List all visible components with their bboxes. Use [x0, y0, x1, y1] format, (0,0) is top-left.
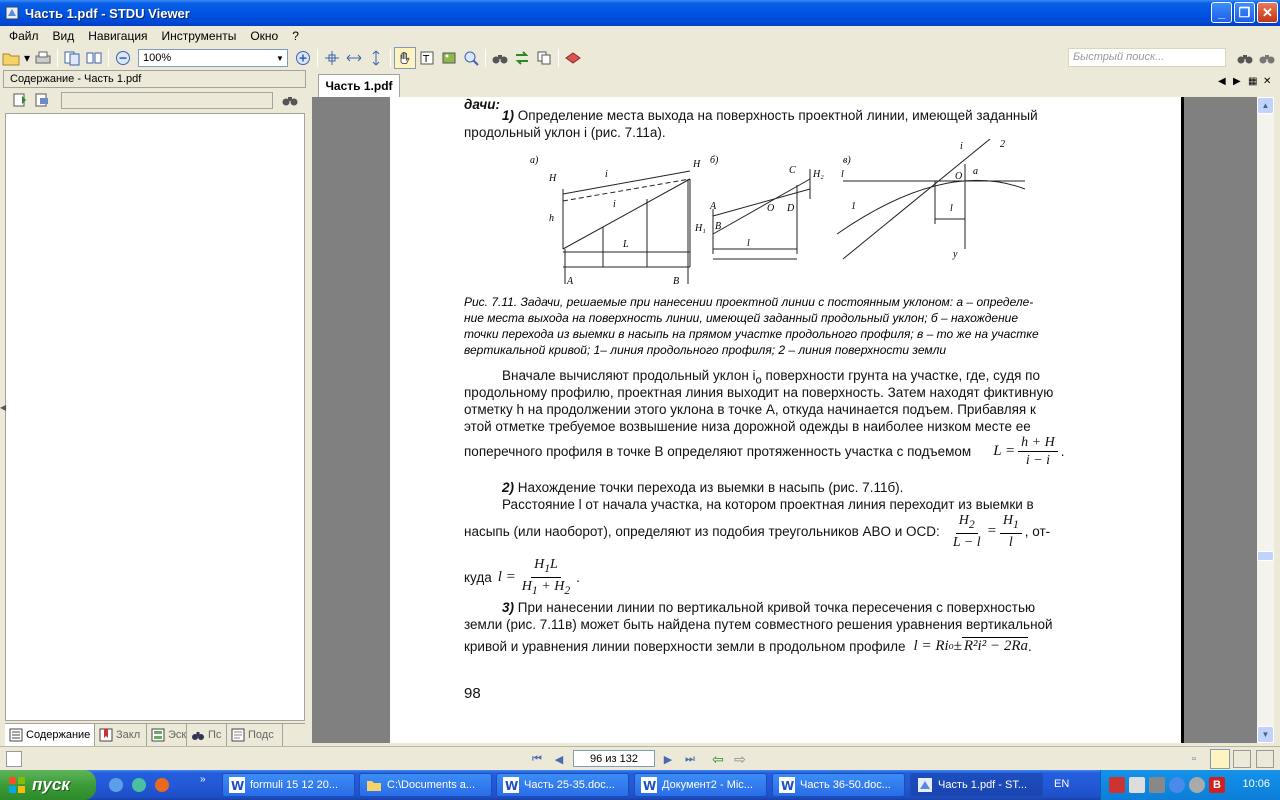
menu-tools[interactable]: Инструменты — [161, 29, 237, 43]
label-L: L — [623, 239, 629, 250]
page-layout-icon[interactable] — [83, 47, 105, 69]
contents-panel — [3, 70, 306, 746]
contents-toolbar — [3, 88, 306, 112]
caption-line: вертикальной кривой; 1– линия продольного профиля; 2 – линия поверхности земли — [464, 343, 947, 357]
label-b: б) — [710, 155, 719, 166]
text-line: продольному профилю, проектная линия выходит на поверхность. Затем находят фиктивную — [464, 385, 1054, 400]
folder-icon — [366, 777, 382, 793]
thumbnails-icon — [151, 728, 165, 742]
caption-line: ние места выхода на поверхность линии, имеющей заданный продольный уклон; б – нахождение — [464, 311, 1019, 325]
stdu-app-icon — [917, 777, 933, 793]
open-folder-icon[interactable] — [0, 47, 22, 69]
label-a-small: a — [973, 166, 978, 177]
tab-bookmarks[interactable] — [95, 724, 147, 746]
tab-next-icon[interactable]: ▶ — [1233, 76, 1241, 87]
label-D: D — [787, 203, 795, 214]
text-line: кривой и уравнения линии поверхности земли в продольном профиле l = Ri o ± R²i² − 2Ra . — [464, 637, 1032, 654]
label-H2: H₂ — [813, 169, 824, 180]
title-bar — [0, 0, 1280, 26]
text-line: отметку h на продолжении этого уклона в точке A, откуда начинается подъем. Прибавляя к — [464, 402, 1036, 417]
single-page-view-icon[interactable] — [1210, 749, 1230, 769]
svg-text:T: T — [423, 54, 430, 65]
bookmark-icon — [99, 728, 113, 742]
text-line: 3) При нанесении линии по вертикальной кривой точка пересечения с поверхностью — [502, 600, 1036, 615]
copy-pages-icon[interactable] — [61, 47, 83, 69]
label-A-b: A — [710, 201, 717, 212]
menu-file[interactable]: Файл — [9, 29, 39, 43]
document-view[interactable] — [312, 97, 1257, 743]
text-line: этой отметке требуемое возвышение низа дорожной одежды в наиболее низком месте ее — [464, 419, 1031, 434]
taskbar-item[interactable]: W Часть 36-50.doc... — [772, 773, 905, 797]
document-tab[interactable]: Часть 1.pdf — [318, 74, 400, 97]
tray-icon[interactable] — [1189, 777, 1205, 793]
contents-panel-title: Содержание - Часть 1.pdf — [3, 70, 306, 88]
fit-page-icon[interactable] — [321, 47, 343, 69]
contents-tree[interactable] — [5, 113, 305, 721]
tab-thumbnails-label: Эск — [168, 729, 187, 741]
tab-prev-icon[interactable]: ◀ — [1218, 76, 1226, 87]
label-H: H — [549, 173, 557, 184]
quick-search-input[interactable]: Быстрый поиск... — [1068, 48, 1226, 67]
document-tabs — [312, 72, 1274, 97]
tray-icon[interactable] — [1129, 777, 1145, 793]
zoom-value: 100% — [143, 52, 172, 64]
tray-network-icon[interactable] — [1109, 777, 1125, 793]
quicklaunch-icon[interactable] — [131, 777, 147, 793]
panel-splitter-arrow-icon[interactable]: ◀ — [0, 403, 7, 412]
first-page-icon[interactable]: ⏮ — [532, 752, 542, 765]
tray-volume-icon[interactable] — [1149, 777, 1165, 793]
page-number: 98 — [464, 685, 481, 702]
label-l-v2: l — [950, 203, 953, 214]
text-line: Расстояние l от начала участка, на котором проектная линия переходит из выемки в — [502, 497, 1034, 512]
open-dropdown-icon[interactable]: ▾ — [23, 51, 31, 65]
taskbar-item[interactable]: C:\Documents a... — [359, 773, 492, 797]
maximize-button[interactable]: ❐ — [1234, 2, 1255, 23]
label-H-right: H — [693, 159, 701, 170]
text-line: дачи: — [464, 97, 500, 112]
taskbar-item[interactable]: W Часть 25-35.doc... — [496, 773, 629, 797]
contents-search-input[interactable] — [61, 92, 273, 109]
collapse-all-icon[interactable] — [31, 89, 53, 111]
text-line: Вначале вычисляют продольный уклон $i_o$ поверхности грунта на участке, где, судя по — [502, 368, 1040, 387]
status-bar — [0, 746, 1280, 770]
minimize-button[interactable]: _ — [1211, 2, 1232, 23]
text-line: 2) Нахождение точки перехода из выемки в насыпь (рис. 7.11б). — [502, 480, 904, 495]
firefox-icon[interactable] — [154, 777, 170, 793]
text-line: 1) Определение места выхода на поверхность проектной линии, имеющей заданный — [502, 108, 1038, 123]
chevron-down-icon[interactable]: ▼ — [276, 53, 284, 63]
quicklaunch-expand-icon[interactable]: » — [200, 774, 206, 785]
close-button[interactable]: ✕ — [1257, 2, 1278, 23]
text-line: поперечного профиля в точке B определяют протяженность участка с подъемом L = $\frac{h + H}{i - i}$ . — [464, 435, 1065, 468]
contents-icon — [9, 728, 23, 742]
copy-icon[interactable] — [533, 47, 555, 69]
taskbar-item[interactable]: W Документ2 - Mic... — [634, 773, 767, 797]
menu-navigation[interactable]: Навигация — [88, 29, 148, 43]
quicklaunch-icon[interactable] — [108, 777, 124, 793]
start-label: пуск — [32, 775, 70, 794]
language-indicator[interactable]: EN — [1054, 778, 1070, 790]
label-B-b: B — [715, 221, 722, 232]
grid-view-icon[interactable] — [1256, 750, 1274, 768]
svg-text:W: W — [781, 779, 795, 793]
prev-page-icon[interactable]: ◀ — [554, 753, 564, 766]
text-line: куда l = $\frac{H_1L}{H_1 + H_2}$ . — [464, 557, 580, 597]
label-io: i — [605, 169, 608, 180]
bookmark-add-icon[interactable] — [562, 47, 584, 69]
window-title: Часть 1.pdf - STDU Viewer — [25, 5, 190, 21]
menu-view[interactable]: Вид — [52, 29, 75, 43]
pdf-page — [390, 97, 1184, 743]
swap-arrows-icon[interactable] — [511, 47, 533, 69]
word-icon — [779, 777, 795, 793]
highlights-icon — [231, 728, 245, 742]
last-page-icon[interactable]: ⏭ — [685, 752, 695, 765]
label-1: 1 — [851, 201, 856, 212]
text-select-icon[interactable] — [416, 47, 438, 69]
two-page-view-icon[interactable] — [1233, 750, 1251, 768]
tab-search-label: Пс — [208, 729, 222, 741]
label-h: h — [549, 213, 554, 224]
label-C: C — [789, 165, 796, 176]
figure-7-11 — [525, 139, 1045, 289]
system-tray — [1100, 770, 1280, 800]
label-O-v: O — [955, 171, 963, 182]
zoom-combobox[interactable] — [138, 49, 288, 67]
menu-bar — [0, 26, 1280, 46]
text-line: земли (рис. 7.11в) может быть найдена путем совместного решения уравнения вертикальной — [464, 617, 1053, 632]
taskbar-item-active[interactable]: Часть 1.pdf - ST... — [910, 773, 1043, 797]
search-binoculars-icon[interactable] — [1234, 47, 1256, 69]
taskbar — [0, 770, 1280, 800]
tab-close-icon[interactable]: ✕ — [1263, 76, 1272, 87]
start-button[interactable] — [0, 770, 96, 800]
word-icon — [503, 777, 519, 793]
tab-thumbnails[interactable] — [147, 724, 187, 746]
scroll-up-icon[interactable]: ▲ — [1257, 97, 1274, 114]
left-panel-tabs — [5, 723, 305, 745]
cursor-icon: ▫ — [1192, 753, 1196, 765]
scroll-thumb[interactable] — [1257, 551, 1274, 561]
next-page-icon[interactable]: ▶ — [663, 753, 673, 766]
label-O: O — [767, 203, 775, 214]
tab-highlights-label: Подс — [248, 729, 274, 741]
panel-toggle-icon[interactable] — [6, 751, 22, 767]
contents-search-binoculars-icon[interactable] — [279, 89, 301, 111]
find-binoculars-icon[interactable] — [489, 47, 511, 69]
hand-tool-icon[interactable] — [394, 47, 416, 69]
menu-window[interactable]: Окно — [250, 29, 279, 43]
label-y: y — [953, 249, 958, 260]
scroll-down-icon[interactable]: ▼ — [1257, 726, 1274, 743]
tab-bookmarks-label: Закл — [116, 729, 141, 741]
expand-all-icon[interactable] — [9, 89, 31, 111]
toolbar — [0, 46, 1280, 70]
text-line: насыпь (или наоборот), определяют из подобия треугольников ABO и OCD: $\frac{H_2}{L - l}$ = $\frac{H_1}{l}$ , от- — [464, 513, 1051, 550]
word-icon — [229, 777, 245, 793]
caption-line: точки перехода из выемки в насыпь на прямом участке продольного профиля; в – то же на участке — [464, 327, 1039, 341]
tray-antivirus-icon[interactable]: B — [1209, 777, 1225, 793]
search-binoculars-icon — [191, 728, 205, 742]
word-icon — [641, 777, 657, 793]
zoom-tool-icon[interactable] — [460, 47, 482, 69]
zoom-in-icon[interactable] — [292, 47, 314, 69]
stdu-app-icon — [4, 5, 20, 21]
search-options-icon[interactable] — [1256, 47, 1278, 69]
zoom-out-icon[interactable] — [112, 47, 134, 69]
windows-logo-icon — [8, 776, 26, 794]
label-a: а) — [530, 155, 539, 166]
history-forward-icon[interactable]: ⇨ — [734, 750, 746, 767]
svg-text:W: W — [231, 779, 245, 793]
tab-contents[interactable] — [5, 724, 95, 746]
page-number-input[interactable]: 96 из 132 — [573, 750, 655, 767]
tab-highlights[interactable] — [227, 724, 283, 746]
sqrt-expression: R²i² − 2Ra — [963, 638, 1028, 654]
tab-search[interactable] — [187, 724, 227, 746]
caption-line: Рис. 7.11. Задачи, решаемые при нанесении проектной линии с постоянным уклоном: а – определе- — [464, 295, 1034, 309]
tray-icon[interactable] — [1169, 777, 1185, 793]
svg-text:W: W — [505, 779, 519, 793]
tab-contents-label: Содержание — [26, 729, 91, 741]
label-io-v: i — [960, 141, 963, 152]
label-l-v: l — [841, 169, 844, 180]
fit-width-icon[interactable] — [343, 47, 365, 69]
vertical-scrollbar[interactable] — [1257, 97, 1274, 743]
text-line: продольный уклон i (рис. 7.11а). — [464, 125, 666, 140]
history-back-icon[interactable]: ⇦ — [712, 750, 724, 767]
label-A: A — [567, 276, 574, 287]
menu-help[interactable]: ? — [292, 29, 299, 43]
fit-height-icon[interactable] — [365, 47, 387, 69]
image-select-icon[interactable] — [438, 47, 460, 69]
label-l: l — [747, 238, 750, 249]
label-v: в) — [843, 155, 851, 166]
label-i: i — [613, 199, 616, 210]
label-H1: H₁ — [695, 223, 706, 234]
clock: 10:06 — [1242, 778, 1270, 790]
label-2: 2 — [1000, 139, 1005, 150]
taskbar-item[interactable]: W formuli 15 12 20... — [222, 773, 355, 797]
svg-text:W: W — [643, 779, 657, 793]
label-B: B — [673, 276, 680, 287]
tab-list-icon[interactable]: ▦ — [1248, 76, 1258, 87]
print-icon[interactable] — [32, 47, 54, 69]
